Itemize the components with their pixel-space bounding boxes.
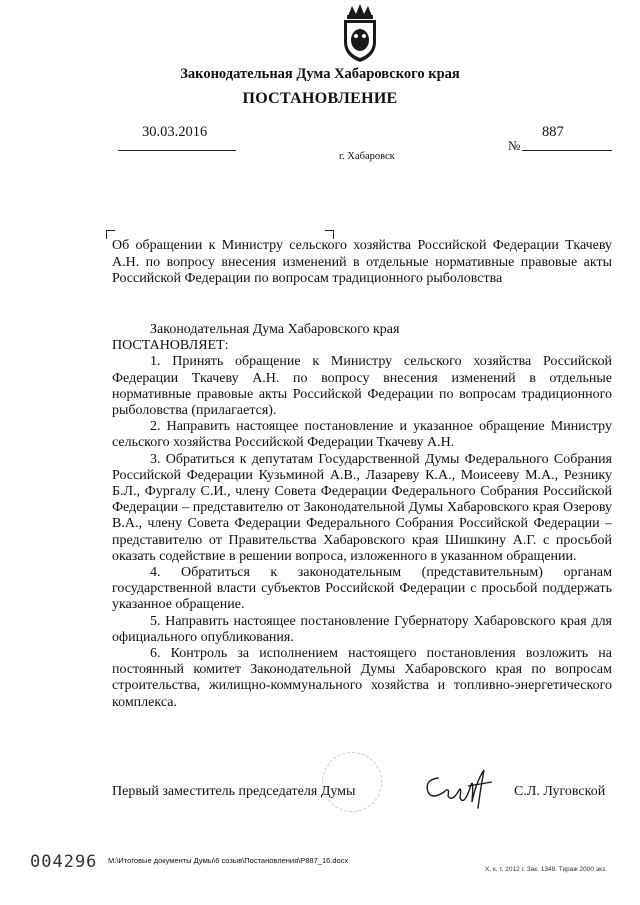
resolution-item: 3. Обратиться к депутатам Государственной Думы Федерального Собрания Российской Федерации Кузьминой А.В., Лазареву К.А., Моисееву М.А., Резнику Б.Л., Фургалу С.И., члену Совета Федерации Федерального Собрания Российской Федерации – представителю от Законодательной Думы Хабаровского края Озерову В.А., члену Совета Федерации Федерального Собрания Российской Федерации – представителю от Правительства Хабаровского края Шишкину А.Г. с просьбой оказать содействие в решении вопроса, изложенного в указанном обращении. [112,451,612,564]
preamble-line: ПОСТАНОВЛЯЕТ: [112,338,229,354]
official-stamp [322,752,382,812]
resolution-item: 2. Направить настоящее постановление и указанное обращение Министру сельского хозяйства Российской Федерации Ткачеву А.Н. [112,419,612,451]
number-underline [522,150,612,151]
document-type: ПОСТАНОВЛЕНИЕ [242,90,398,107]
print-info: Х. к. т. 2012 г. Зак. 1348. Тираж 2000 экз. [485,866,607,873]
signatory-name: С.Л. Луговской [514,784,606,799]
handwritten-signature [420,762,500,812]
resolution-item: 6. Контроль за исполнением настоящего постановления возложить на постоянный комитет Законодательной Думы Хабаровского края по вопросам строительства, жилищно-коммунального хозяйства и топливно-энергетического комплекса. [112,646,612,710]
organization-name: Законодательная Дума Хабаровского края [180,66,460,82]
date-underline [118,150,236,151]
resolution-item: 4. Обратиться к законодательным (представительным) органам государственной власти субъектов Российской Федерации с просьбой поддержать указанное обращение. [112,565,612,613]
document-number: 887 [542,124,564,140]
number-sign: № [508,138,521,153]
document-title: Об обращении к Министру сельского хозяйства Российской Федерации Ткачеву А.Н. по вопросу внесения изменений в отдельные нормативные правовые акты Российской Федерации по вопросам традиционного рыболовства [112,238,612,286]
file-path: М:\Итоговые документы Думы\6 созыв\Постановления\P887_16.docx [108,856,349,865]
document-date: 30.03.2016 [142,124,208,140]
resolution-item: 1. Принять обращение к Министру сельского хозяйства Российской Федерации Ткачеву А.Н. по вопросу внесения изменений в отдельные нормативные правовые акты Российской Федерации по вопросам традиционного рыболовства (прилагается). [112,354,612,419]
signatory-role: Первый заместитель председателя Думы [112,784,356,799]
city-label: г. Хабаровск [339,151,395,162]
preamble-line: Законодательная Дума Хабаровского края [150,322,400,337]
coat-of-arms-icon [338,2,382,64]
resolution-item: 5. Направить настоящее постановление Губернатору Хабаровского края для официального опубликования. [112,613,612,645]
document-body [112,322,612,711]
document-registration-number: 004296 [30,852,98,872]
